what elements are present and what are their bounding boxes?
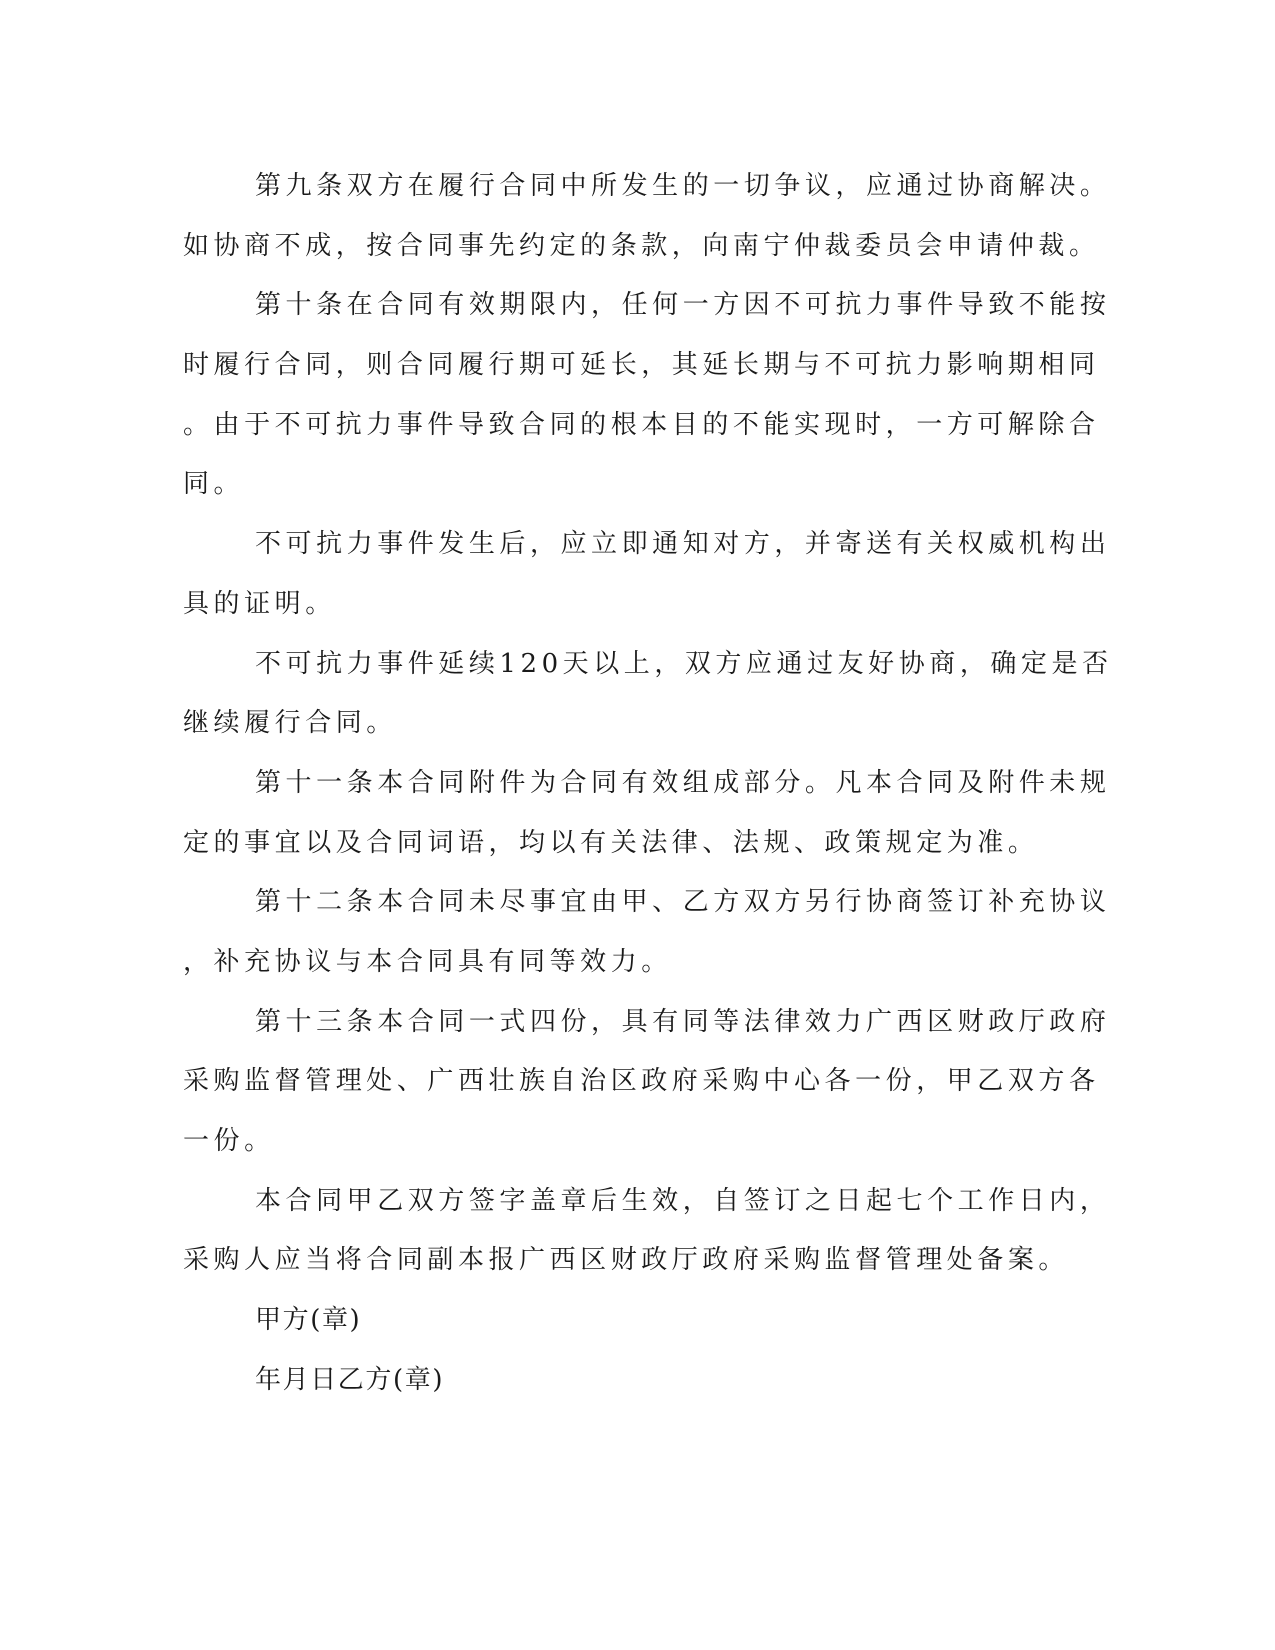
text-line: 第九条双方在履行合同中所发生的一切争议，应通过协商解决。 [255,171,1111,201]
text-line: 继续履行合同。 [183,708,397,739]
text-line: 。由于不可抗力事件导致合同的根本目的不能实现时，一方可解除合 [183,409,1100,440]
text-line: 一份。 [183,1126,275,1156]
text-line: 时履行合同，则合同履行期可延长，其延长期与不可抗力影响期相同 [183,350,1100,381]
text-line: 第十二条本合同未尽事宜由甲、乙方双方另行协商签订补充协议 [255,887,1111,918]
document-body [183,157,1113,1410]
party-a-seal-line: 甲方(章) [255,1305,362,1336]
text-line: 如协商不成，按合同事先约定的条款，向南宁仲裁委员会申请仲裁。 [183,230,1100,261]
text-line: 不可抗力事件发生后，应立即通知对方，并寄送有关权威机构出 [255,529,1111,560]
text-line: 本合同甲乙双方签字盖章后生效，自签订之日起七个工作日内， [255,1185,1111,1216]
text-line: 第十条在合同有效期限内，任何一方因不可抗力事件导致不能按 [255,290,1111,321]
text-line: 定的事宜以及合同词语，均以有关法律、法规、政策规定为准。 [183,827,1039,858]
text-line: 不可抗力事件延续120天以上，双方应通过友好协商，确定是否 [255,648,1113,679]
text-line: 同。 [183,469,245,500]
date-party-b-seal-line: 年月日乙方(章) [255,1364,445,1395]
text-line: 采购人应当将合同副本报广西区财政厅政府采购监督管理处备案。 [183,1245,1069,1276]
text-line: 第十三条本合同一式四份，具有同等法律效力广西区财政厅政府 [255,1006,1111,1037]
text-line: 采购监督管理处、广西壮族自治区政府采购中心各一份，甲乙双方各 [183,1066,1100,1097]
text-line: 第十一条本合同附件为合同有效组成部分。凡本合同及附件未规 [255,767,1111,798]
text-line: 具的证明。 [183,588,336,619]
text-line: ，补充协议与本合同具有同等效力。 [183,946,672,977]
